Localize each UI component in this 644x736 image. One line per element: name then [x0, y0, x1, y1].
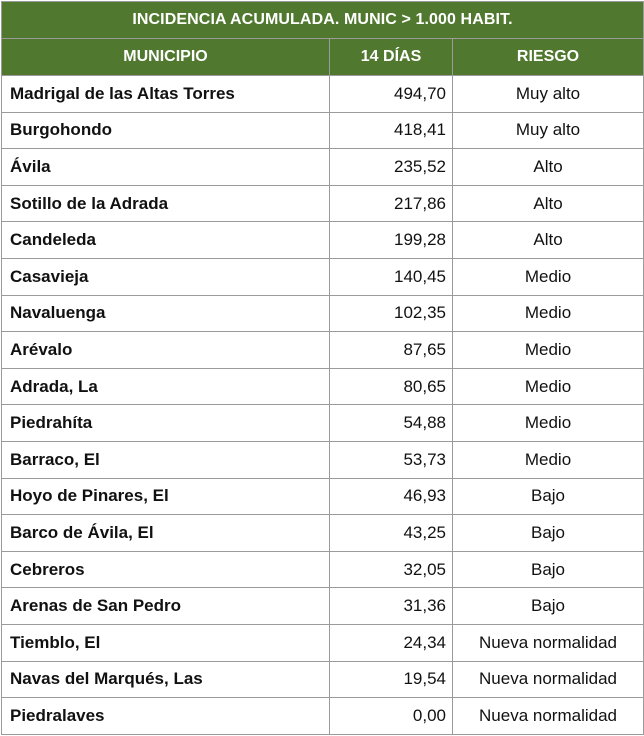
- table-row: [2, 295, 644, 332]
- table-row: [2, 441, 644, 478]
- incidence-14-days-cell: 140,45: [330, 258, 453, 295]
- risk-level-cell: Bajo: [453, 588, 644, 625]
- municipio-cell: Arenas de San Pedro: [2, 588, 330, 625]
- municipio-cell: Tiemblo, El: [2, 624, 330, 661]
- risk-level-cell: Medio: [453, 258, 644, 295]
- risk-level-cell: Bajo: [453, 515, 644, 552]
- risk-level-cell: Muy alto: [453, 112, 644, 149]
- table-row: [2, 624, 644, 661]
- table-header-row: [2, 39, 644, 76]
- municipio-cell: Barco de Ávila, El: [2, 515, 330, 552]
- risk-level-cell: Alto: [453, 222, 644, 259]
- incidence-14-days-cell: 24,34: [330, 624, 453, 661]
- table-row: [2, 661, 644, 698]
- incidence-14-days-cell: 418,41: [330, 112, 453, 149]
- table-title: INCIDENCIA ACUMULADA. MUNIC > 1.000 HABIT.: [2, 2, 644, 39]
- risk-level-cell: Medio: [453, 332, 644, 369]
- table-row: [2, 222, 644, 259]
- table-row: [2, 405, 644, 442]
- column-header-riesgo: RIESGO: [453, 39, 644, 76]
- incidence-14-days-cell: 80,65: [330, 368, 453, 405]
- municipio-cell: Ávila: [2, 149, 330, 186]
- table-row: [2, 149, 644, 186]
- table-row: [2, 185, 644, 222]
- risk-level-cell: Nueva normalidad: [453, 698, 644, 735]
- incidence-14-days-cell: 102,35: [330, 295, 453, 332]
- table-row: [2, 698, 644, 735]
- municipio-cell: Navas del Marqués, Las: [2, 661, 330, 698]
- municipio-cell: Burgohondo: [2, 112, 330, 149]
- risk-level-cell: Medio: [453, 441, 644, 478]
- table-row: [2, 76, 644, 113]
- risk-level-cell: Bajo: [453, 551, 644, 588]
- incidence-14-days-cell: 31,36: [330, 588, 453, 625]
- municipio-cell: Barraco, El: [2, 441, 330, 478]
- risk-level-cell: Medio: [453, 405, 644, 442]
- incidence-14-days-cell: 87,65: [330, 332, 453, 369]
- incidence-14-days-cell: 217,86: [330, 185, 453, 222]
- risk-level-cell: Nueva normalidad: [453, 661, 644, 698]
- column-header-14-dias: 14 DÍAS: [330, 39, 453, 76]
- table-row: [2, 478, 644, 515]
- table-row: [2, 515, 644, 552]
- municipio-cell: Arévalo: [2, 332, 330, 369]
- incidence-14-days-cell: 53,73: [330, 441, 453, 478]
- table-row: [2, 258, 644, 295]
- table-row: [2, 588, 644, 625]
- risk-level-cell: Medio: [453, 368, 644, 405]
- incidence-14-days-cell: 43,25: [330, 515, 453, 552]
- incidence-14-days-cell: 46,93: [330, 478, 453, 515]
- municipio-cell: Piedralaves: [2, 698, 330, 735]
- municipio-cell: Sotillo de la Adrada: [2, 185, 330, 222]
- incidence-table: [1, 1, 644, 735]
- risk-level-cell: Alto: [453, 185, 644, 222]
- risk-level-cell: Muy alto: [453, 76, 644, 113]
- incidence-14-days-cell: 19,54: [330, 661, 453, 698]
- incidence-table-container: [1, 1, 643, 734]
- municipio-cell: Hoyo de Pinares, El: [2, 478, 330, 515]
- municipio-cell: Madrigal de las Altas Torres: [2, 76, 330, 113]
- municipio-cell: Candeleda: [2, 222, 330, 259]
- incidence-14-days-cell: 494,70: [330, 76, 453, 113]
- table-row: [2, 332, 644, 369]
- column-header-municipio: MUNICIPIO: [2, 39, 330, 76]
- incidence-14-days-cell: 235,52: [330, 149, 453, 186]
- risk-level-cell: Nueva normalidad: [453, 624, 644, 661]
- table-body: [2, 76, 644, 735]
- incidence-14-days-cell: 199,28: [330, 222, 453, 259]
- incidence-14-days-cell: 0,00: [330, 698, 453, 735]
- table-row: [2, 368, 644, 405]
- municipio-cell: Adrada, La: [2, 368, 330, 405]
- municipio-cell: Piedrahíta: [2, 405, 330, 442]
- table-row: [2, 551, 644, 588]
- risk-level-cell: Bajo: [453, 478, 644, 515]
- table-title-row: [2, 2, 644, 39]
- municipio-cell: Cebreros: [2, 551, 330, 588]
- incidence-14-days-cell: 32,05: [330, 551, 453, 588]
- incidence-14-days-cell: 54,88: [330, 405, 453, 442]
- municipio-cell: Casavieja: [2, 258, 330, 295]
- risk-level-cell: Alto: [453, 149, 644, 186]
- table-row: [2, 112, 644, 149]
- municipio-cell: Navaluenga: [2, 295, 330, 332]
- risk-level-cell: Medio: [453, 295, 644, 332]
